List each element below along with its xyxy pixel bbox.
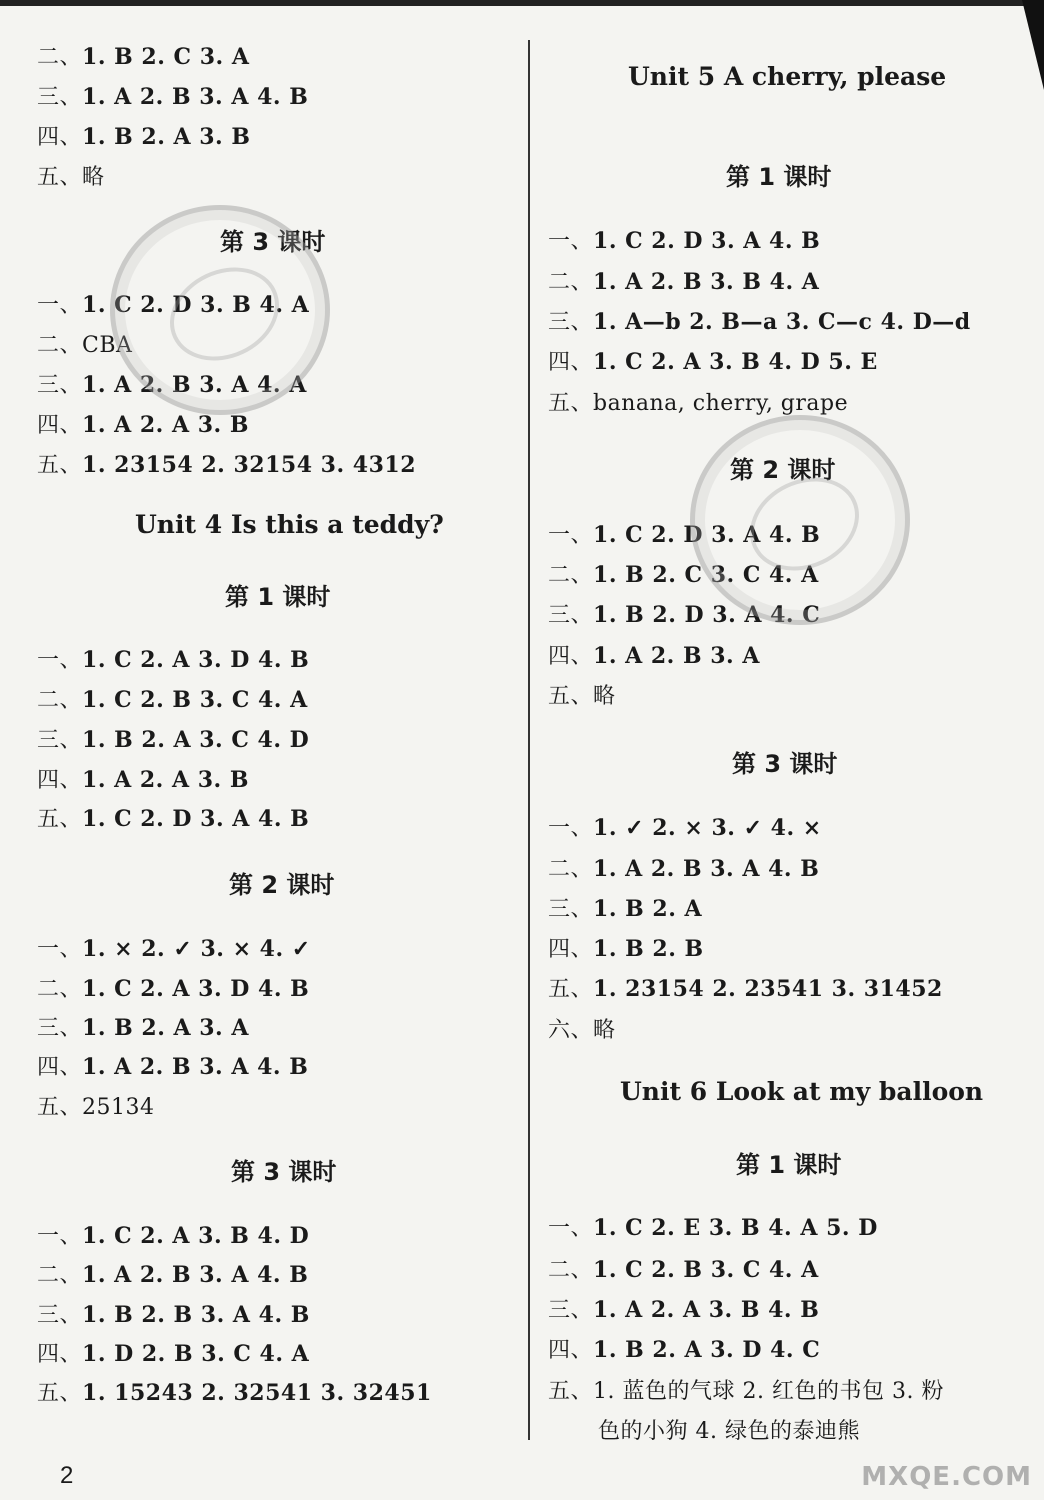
answer-line: 五、1. 15243 2. 32541 3. 32451	[37, 1380, 432, 1406]
lesson-heading: 第 1 课时	[726, 163, 832, 191]
answer-line: 一、1. ✓ 2. × 3. ✓ 4. ×	[548, 815, 822, 841]
stamp-watermark	[690, 415, 910, 625]
lesson-heading: 第 2 课时	[229, 871, 335, 899]
answer-line: 三、1. B 2. D 3. A 4. C	[548, 602, 821, 628]
answer-line: 二、1. C 2. B 3. C 4. A	[37, 687, 308, 713]
answer-line: 四、1. B 2. A 3. D 4. C	[548, 1337, 821, 1363]
lesson-heading: 第 1 课时	[736, 1151, 842, 1179]
answer-line: 一、1. C 2. A 3. B 4. D	[37, 1223, 310, 1249]
answer-line: 二、1. A 2. B 3. B 4. A	[548, 269, 820, 295]
answer-line: 四、1. B 2. A 3. B	[37, 124, 251, 150]
answer-line: 五、25134	[37, 1095, 155, 1120]
answer-line: 四、1. A 2. B 3. A 4. B	[37, 1054, 309, 1080]
answer-line: 三、1. B 2. A 3. A	[37, 1015, 249, 1041]
answer-line: 五、略	[37, 165, 105, 190]
answer-line: 二、1. B 2. C 3. A	[37, 44, 250, 70]
answer-line: 四、1. C 2. A 3. B 4. D 5. E	[548, 349, 878, 375]
answer-line: 二、1. C 2. B 3. C 4. A	[548, 1257, 819, 1283]
lesson-heading: 第 3 课时	[732, 750, 838, 778]
answer-line: 三、1. A 2. B 3. A 4. A	[37, 372, 307, 398]
site-watermark: MXQE.COM	[861, 1462, 1032, 1492]
answer-line: 一、1. C 2. E 3. B 4. A 5. D	[548, 1215, 878, 1241]
lesson-heading: 第 1 课时	[225, 583, 331, 611]
answer-line: 三、1. A 2. B 3. A 4. B	[37, 84, 309, 110]
answer-line: 一、1. C 2. A 3. D 4. B	[37, 647, 310, 673]
answer-line: 二、1. B 2. C 3. C 4. A	[548, 562, 819, 588]
answer-line-continuation: 色的小狗 4. 绿色的泰迪熊	[598, 1419, 860, 1444]
answer-line: 二、1. C 2. A 3. D 4. B	[37, 976, 310, 1002]
answer-line: 三、1. B 2. A	[548, 896, 703, 922]
lesson-heading: 第 3 课时	[231, 1158, 337, 1186]
answer-line: 五、banana, cherry, grape	[548, 391, 849, 416]
answer-line: 五、1. 23154 2. 32154 3. 4312	[37, 452, 417, 478]
answer-line: 三、1. A 2. A 3. B 4. B	[548, 1297, 820, 1323]
answer-line: 四、1. A 2. B 3. A	[548, 643, 760, 669]
answer-line: 六、略	[548, 1018, 616, 1043]
lesson-heading: 第 2 课时	[730, 456, 836, 484]
lesson-heading: 第 3 课时	[220, 228, 326, 256]
unit-title: Unit 4 Is this a teddy?	[135, 510, 444, 539]
answer-line: 二、1. A 2. B 3. A 4. B	[37, 1262, 309, 1288]
answer-line: 四、1. A 2. A 3. B	[37, 412, 249, 438]
column-divider	[528, 40, 530, 1440]
answer-line: 二、CBA	[37, 333, 133, 358]
unit-title: Unit 6 Look at my balloon	[620, 1077, 984, 1106]
answer-line: 二、1. A 2. B 3. A 4. B	[548, 856, 820, 882]
answer-line: 一、1. C 2. D 3. B 4. A	[37, 292, 310, 318]
scan-top-edge	[0, 0, 1044, 6]
answer-line: 一、1. C 2. D 3. A 4. B	[548, 522, 821, 548]
answer-line: 三、1. B 2. A 3. C 4. D	[37, 727, 310, 753]
answer-line: 五、1. 23154 2. 23541 3. 31452	[548, 976, 943, 1002]
answer-line: 一、1. C 2. D 3. A 4. B	[548, 228, 821, 254]
answer-line: 五、1. C 2. D 3. A 4. B	[37, 806, 310, 832]
answer-line: 四、1. B 2. B	[548, 936, 704, 962]
answer-line: 一、1. × 2. ✓ 3. × 4. ✓	[37, 936, 311, 962]
answer-line: 五、1. 蓝色的气球 2. 红色的书包 3. 粉	[548, 1379, 944, 1404]
stamp-watermark	[110, 205, 330, 415]
answer-line: 四、1. D 2. B 3. C 4. A	[37, 1341, 310, 1367]
page-number: 2	[60, 1462, 74, 1489]
answer-line: 四、1. A 2. A 3. B	[37, 767, 249, 793]
answer-line: 三、1. B 2. B 3. A 4. B	[37, 1302, 310, 1328]
scan-corner-shadow	[1022, 0, 1044, 90]
answer-line: 五、略	[548, 684, 616, 709]
answer-line: 三、1. A—b 2. B—a 3. C—c 4. D—d	[548, 309, 971, 335]
unit-title: Unit 5 A cherry, please	[628, 62, 947, 91]
